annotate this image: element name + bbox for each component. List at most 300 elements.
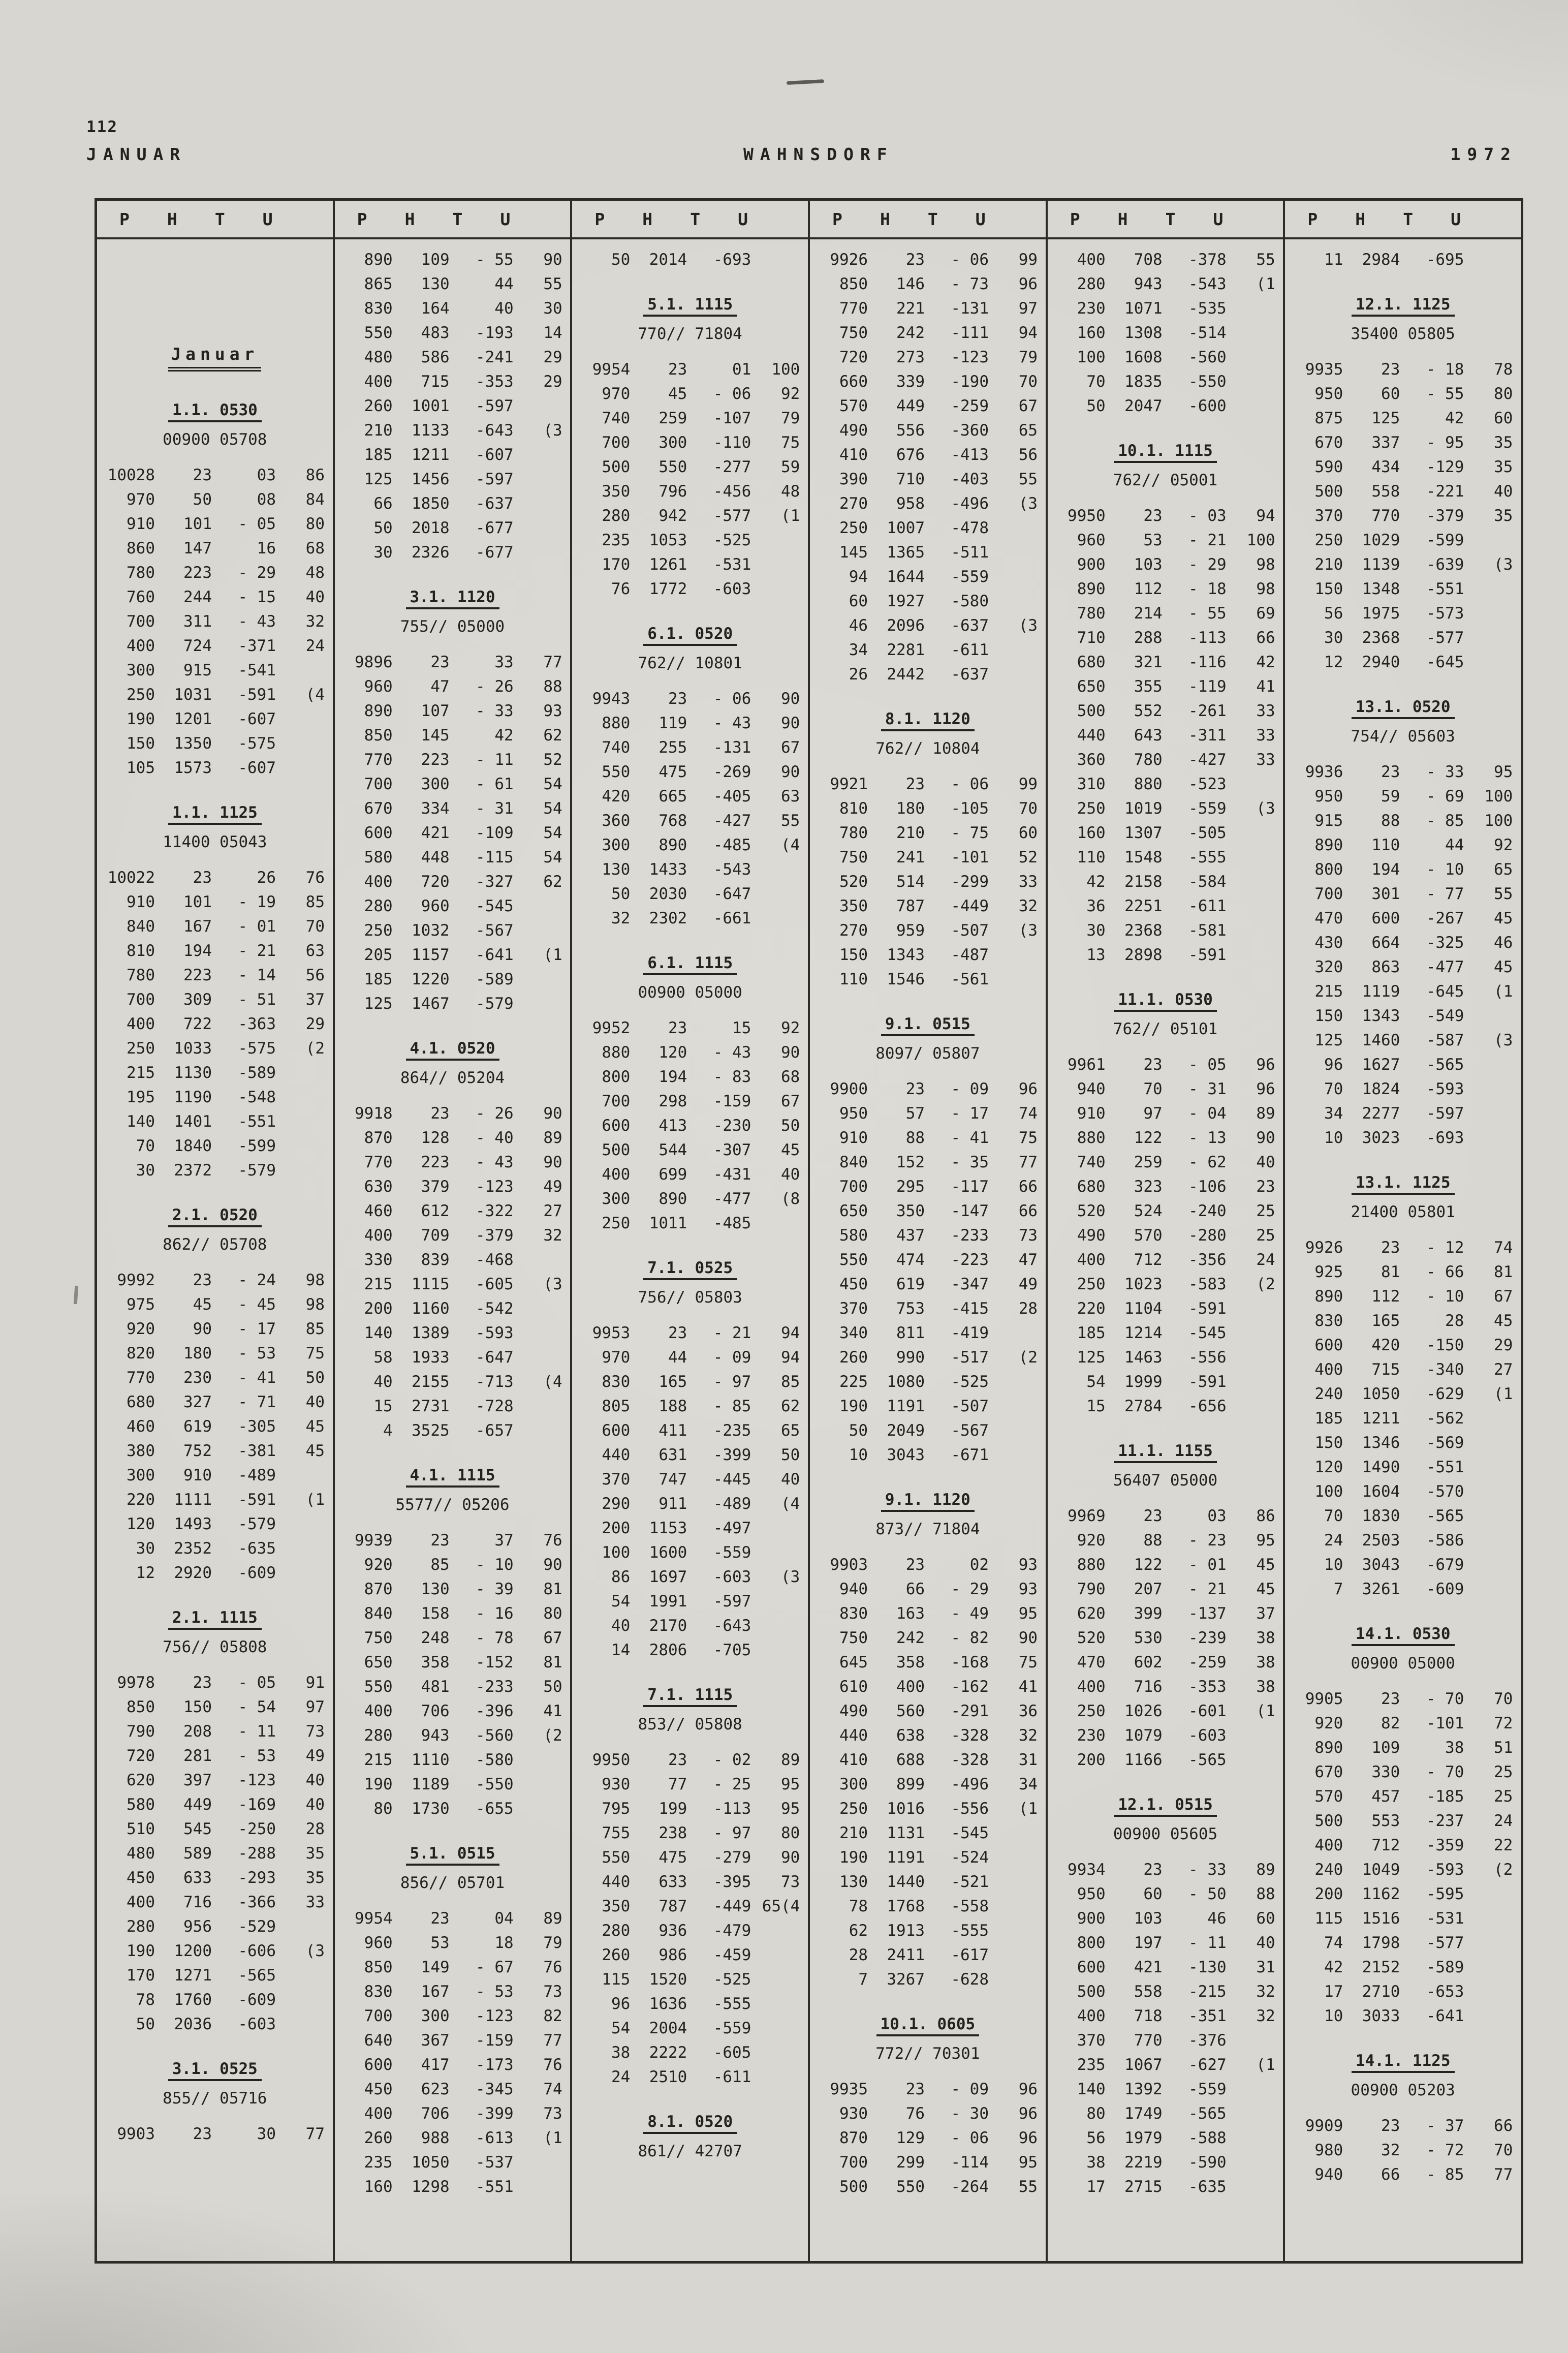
h-value: 457 [1371,1787,1400,1806]
col-header-p: P [1070,209,1080,229]
h-value: 129 [896,2129,925,2147]
p-value: 770 [364,1153,393,1171]
t-value: -545 [1188,1324,1227,1342]
h-value: 244 [183,588,212,606]
h-value: 3023 [1362,1129,1400,1147]
p-value: 9953 [592,1324,631,1342]
p-value: 270 [839,921,868,940]
t-value: - 09 [951,1080,989,1098]
t-value: -645 [1426,982,1464,1001]
h-value: 164 [421,299,450,318]
h-value: 299 [896,2153,925,2172]
data-row [810,1650,1046,1675]
u-value: 45 [1256,1556,1275,1574]
u-value: 95 [1018,1604,1038,1623]
u-value [989,662,1038,687]
data-row [1285,1357,1521,1382]
p-value: 250 [364,921,393,940]
data-row [1048,2101,1283,2126]
p-value: 10022 [107,869,155,887]
t-value: -131 [951,299,989,318]
p-value: 580 [364,848,393,866]
u-value [751,528,800,552]
u-value [989,1943,1038,1967]
u-value [989,540,1038,565]
data-row [810,2126,1046,2150]
h-value: 688 [896,1751,925,1769]
sounding-id: 00900 05708 [163,430,267,449]
t-value: -173 [476,2056,514,2074]
data-row [1048,943,1283,967]
u-value: 96 [1018,2129,1038,2147]
t-value: -555 [1188,848,1227,866]
u-value: 90 [781,763,800,781]
h-value: 2170 [649,1617,687,1635]
h-value: 298 [658,1092,687,1110]
sounding-id: 56407 05000 [1113,1471,1218,1490]
p-value: 370 [1077,2031,1106,2050]
p-value: 400 [364,373,393,391]
h-value: 619 [896,1275,925,1293]
h-value: 60 [1381,385,1400,403]
data-row [335,943,571,967]
h-value: 1346 [1362,1434,1400,1452]
h-value: 475 [658,763,687,781]
data-row [572,1516,808,1540]
p-value: 750 [839,848,868,866]
h-value: 1348 [1362,580,1400,598]
t-value: -162 [951,1678,989,1696]
u-value: 90 [781,1848,800,1867]
u-value: (4 [543,1373,562,1391]
sounding-id: 00900 05605 [1113,1825,1218,1843]
data-row [97,2012,333,2036]
p-value: 13 [1086,946,1106,964]
p-value: 215 [364,1275,393,1293]
t-value: - 97 [713,1373,751,1391]
h-value: 45 [668,385,687,403]
data-row [97,1390,333,1414]
data-row [97,731,333,756]
h-value: 379 [421,1178,450,1196]
t-value: -147 [951,1202,989,1220]
t-value: -123 [476,2007,514,2025]
data-row [1048,1504,1283,1528]
h-value: 3261 [1362,1580,1400,1598]
h-value: 943 [421,1726,450,1745]
t-value: -577 [713,507,751,525]
data-row [1285,626,1521,650]
u-value [276,1158,325,1183]
t-value: -264 [951,2178,989,2196]
sounding-heading [572,1683,808,1707]
h-value: 600 [1371,909,1400,927]
scan-mark [74,1286,78,1304]
p-value: 235 [1077,2056,1106,2074]
u-value [1227,918,1275,943]
data-row [97,1488,333,1512]
u-value: 94 [1256,507,1275,525]
sounding-id: 873// 71804 [875,1520,980,1538]
data-row [1285,1235,1521,1260]
u-value [1227,1394,1275,1418]
p-value: 550 [602,763,631,781]
h-value: 23 [1381,763,1400,781]
data-row [335,894,571,918]
col-header-p: P [832,209,842,229]
p-value: 890 [1314,1287,1343,1306]
p-value: 500 [839,2178,868,2196]
p-value: 400 [127,1893,155,1911]
p-value: 890 [364,251,393,269]
p-value: 960 [1077,531,1106,549]
u-value [1227,1296,1275,1321]
data-row [97,756,333,780]
h-value: 2155 [412,1373,450,1391]
u-value: 28 [305,1820,325,1838]
h-value: 238 [658,1824,687,1842]
u-value [751,857,800,882]
p-value: 460 [127,1417,155,1436]
t-value: 18 [494,1934,514,1952]
p-value: 9935 [1305,360,1343,379]
h-value: 1467 [412,995,450,1013]
t-value: - 06 [951,775,989,793]
data-row [335,1650,571,1675]
data-row [810,1723,1046,1748]
u-value [1227,296,1275,321]
data-row [572,1821,808,1845]
u-value: 47 [1018,1251,1038,1269]
month-title [97,342,333,366]
h-value: 1933 [412,1348,450,1367]
p-value: 970 [602,1348,631,1367]
u-value: 33 [1018,873,1038,891]
h-value: 1023 [1124,1275,1163,1293]
p-value: 9961 [1068,1056,1106,1074]
data-table [95,198,1523,2264]
p-value: 880 [602,1043,631,1062]
p-value: 26 [849,665,868,684]
data-row [810,2101,1046,2126]
data-column-1 [97,239,333,2261]
t-value: -586 [1426,1531,1464,1550]
t-value: -307 [713,1141,751,1159]
h-value: 1401 [174,1112,212,1131]
p-value: 780 [127,564,155,582]
sounding-heading-text: 6.1. 1115 [643,954,737,975]
u-value: (3 [1494,555,1513,574]
h-value: 715 [1371,1360,1400,1379]
t-value: - 18 [1426,360,1464,379]
p-value: 62 [849,1922,868,1940]
data-row [335,992,571,1016]
u-value: (2 [305,1039,325,1058]
data-row [335,1296,571,1321]
h-value: 986 [658,1946,687,1964]
u-value: 50 [781,1117,800,1135]
t-value: -583 [1188,1275,1227,1293]
t-value: -477 [1426,958,1464,976]
p-value: 480 [127,1844,155,1863]
t-value: -371 [238,637,276,655]
col-header-t: T [1403,209,1414,229]
p-value: 56 [1324,604,1343,623]
u-value: 70 [1494,2141,1513,2159]
p-value: 400 [1077,1678,1106,1696]
p-value: 500 [1314,482,1343,501]
h-value: 188 [658,1397,687,1415]
data-row [335,1772,571,1797]
t-value: -639 [1426,555,1464,574]
data-row [97,1036,333,1061]
sounding-heading [97,1203,333,1227]
p-value: 125 [364,995,393,1013]
data-row [97,963,333,987]
h-value: 311 [183,612,212,631]
t-value: -580 [476,1751,514,1769]
column-header-group [1046,201,1283,237]
t-value: -603 [238,2015,276,2033]
t-value: -593 [1426,1861,1464,1879]
data-row [97,1109,333,1134]
data-row [810,870,1046,894]
p-value: 96 [611,1995,631,2013]
p-value: 125 [1314,1031,1343,1049]
p-value: 490 [839,421,868,440]
h-value: 631 [658,1446,687,1464]
u-value: 94 [781,1348,800,1367]
h-value: 1604 [1362,1482,1400,1501]
p-value: 700 [602,1092,631,1110]
p-value: 56 [1086,2129,1106,2147]
data-row [97,1512,333,1536]
p-value: 260 [602,1946,631,1964]
u-value: 94 [781,1324,800,1342]
data-row [1048,369,1283,394]
p-value: 125 [364,470,393,488]
h-value: 23 [1381,1690,1400,1708]
data-row [572,1162,808,1187]
h-value: 1189 [412,1775,450,1793]
t-value: -378 [1188,251,1227,269]
u-value [276,1536,325,1561]
h-value: 1032 [412,921,450,940]
p-value: 170 [602,555,631,574]
u-value: 98 [1256,555,1275,574]
data-row [572,1016,808,1040]
t-value: -114 [951,2153,989,2172]
u-value: 79 [543,1934,562,1952]
t-value: -511 [951,543,989,562]
h-value: 716 [183,1893,212,1911]
h-value: 2018 [412,519,450,537]
h-value: 1191 [887,1397,925,1415]
t-value: - 49 [951,1604,989,1623]
p-value: 40 [373,1373,393,1391]
h-value: 1166 [1124,1751,1163,1769]
h-value: 474 [896,1251,925,1269]
t-value: - 31 [476,799,514,818]
data-row [335,1979,571,2004]
u-value [514,443,562,467]
u-value: 100 [1246,531,1275,549]
h-value: 337 [1371,434,1400,452]
p-value: 490 [1077,1226,1106,1245]
t-value: -325 [1426,934,1464,952]
data-row [1048,1699,1283,1723]
h-value: 147 [183,539,212,558]
u-value: 25 [1494,1763,1513,1781]
t-value: - 30 [951,2104,989,2123]
p-value: 185 [1314,1409,1343,1428]
t-value: 44 [494,275,514,293]
data-row [1285,1736,1521,1760]
t-value: -607 [238,710,276,728]
p-value: 400 [364,873,393,891]
u-value: 72 [1494,1714,1513,1732]
p-value: 9954 [592,360,631,379]
data-row [335,2004,571,2028]
data-row [572,455,808,479]
data-row [1285,1333,1521,1357]
p-value: 680 [127,1393,155,1411]
p-value: 30 [1324,629,1343,647]
data-row [572,687,808,711]
data-row [572,1467,808,1492]
p-value: 70 [1086,373,1106,391]
data-row [1285,430,1521,455]
h-value: 2368 [1124,921,1163,940]
t-value: -562 [1426,1409,1464,1428]
t-value: -657 [476,1421,514,1440]
u-value: 49 [305,1747,325,1765]
data-row [335,918,571,943]
p-value: 930 [602,1775,631,1793]
p-value: 550 [839,1251,868,1269]
data-row [335,321,571,345]
p-value: 590 [1314,458,1343,476]
p-value: 28 [849,1946,868,1964]
p-value: 700 [127,990,155,1009]
data-row [335,1797,571,1821]
t-value: -150 [1426,1336,1464,1354]
p-value: 9903 [117,2125,155,2143]
p-value: 300 [127,1466,155,1484]
u-value [751,1918,800,1943]
data-row [1285,2138,1521,2162]
u-value [1227,345,1275,369]
t-value: -656 [1188,1397,1227,1415]
sounding-id: 11400 05043 [163,833,267,851]
data-row [335,1955,571,1979]
t-value: -589 [238,1064,276,1082]
p-value: 9909 [1305,2117,1343,2135]
data-row [1048,528,1283,552]
h-value: 60 [1143,1885,1163,1903]
data-row [335,1150,571,1174]
u-value: 40 [305,1795,325,1814]
u-value: 51 [1494,1739,1513,1757]
t-value: -556 [1188,1348,1227,1367]
u-value: 95 [1494,763,1513,781]
p-value: 220 [1077,1299,1106,1318]
h-value: 1493 [174,1515,212,1533]
p-value: 350 [839,897,868,915]
h-value: 1001 [412,397,450,415]
h-value: 863 [1371,958,1400,976]
h-value: 1050 [1362,1385,1400,1403]
u-value: 75 [305,1344,325,1363]
u-value: 77 [1494,2165,1513,2184]
p-value: 950 [1314,385,1343,403]
u-value: 45 [1494,909,1513,927]
h-value: 59 [1381,787,1400,806]
u-value [276,1988,325,2012]
u-value: 89 [781,1751,800,1769]
t-value: -606 [238,1942,276,1960]
u-value: (3 [1018,921,1038,940]
data-row [572,1992,808,2016]
u-value: 86 [305,466,325,484]
p-value: 215 [127,1064,155,1082]
h-value: 1343 [887,946,925,964]
h-value: 1011 [649,1214,687,1232]
t-value: -431 [713,1165,751,1184]
p-value: 210 [839,1824,868,1842]
data-row [1285,1931,1521,1955]
h-value: 1516 [1362,1909,1400,1928]
p-value: 700 [839,2153,868,2172]
t-value: -396 [476,1702,514,1720]
p-value: 50 [849,1421,868,1440]
t-value: -459 [713,1946,751,1964]
u-value [1227,2101,1275,2126]
sounding-id: 21400 05801 [1351,1203,1455,1221]
h-value: 2784 [1124,1397,1163,1415]
p-value: 160 [1077,824,1106,842]
u-value: 34 [1018,1775,1038,1793]
p-value: 145 [839,543,868,562]
u-value: (4 [781,836,800,854]
data-row [335,1528,571,1553]
t-value: -611 [1188,897,1227,915]
data-row [1285,2162,1521,2187]
h-value: 23 [668,690,687,708]
u-value: (1 [305,1491,325,1509]
t-value: -559 [713,2019,751,2037]
t-value: -496 [951,1775,989,1793]
p-value: 76 [611,580,631,598]
u-value: 41 [1256,677,1275,696]
t-value: 28 [1445,1312,1464,1330]
h-value: 301 [1371,885,1400,903]
p-value: 54 [611,2019,631,2037]
data-row [97,1414,333,1439]
h-value: 130 [421,1580,450,1598]
t-value: -109 [476,824,514,842]
h-value: 300 [658,434,687,452]
u-value: 33 [1256,726,1275,745]
h-value: 1440 [887,1873,925,1891]
data-row [810,1418,1046,1443]
h-value: 1201 [174,710,212,728]
p-value: 86 [611,1568,631,1586]
u-value: 55 [1256,251,1275,269]
data-row [1285,784,1521,809]
u-value: 31 [1018,1751,1038,1769]
data-row [572,711,808,735]
